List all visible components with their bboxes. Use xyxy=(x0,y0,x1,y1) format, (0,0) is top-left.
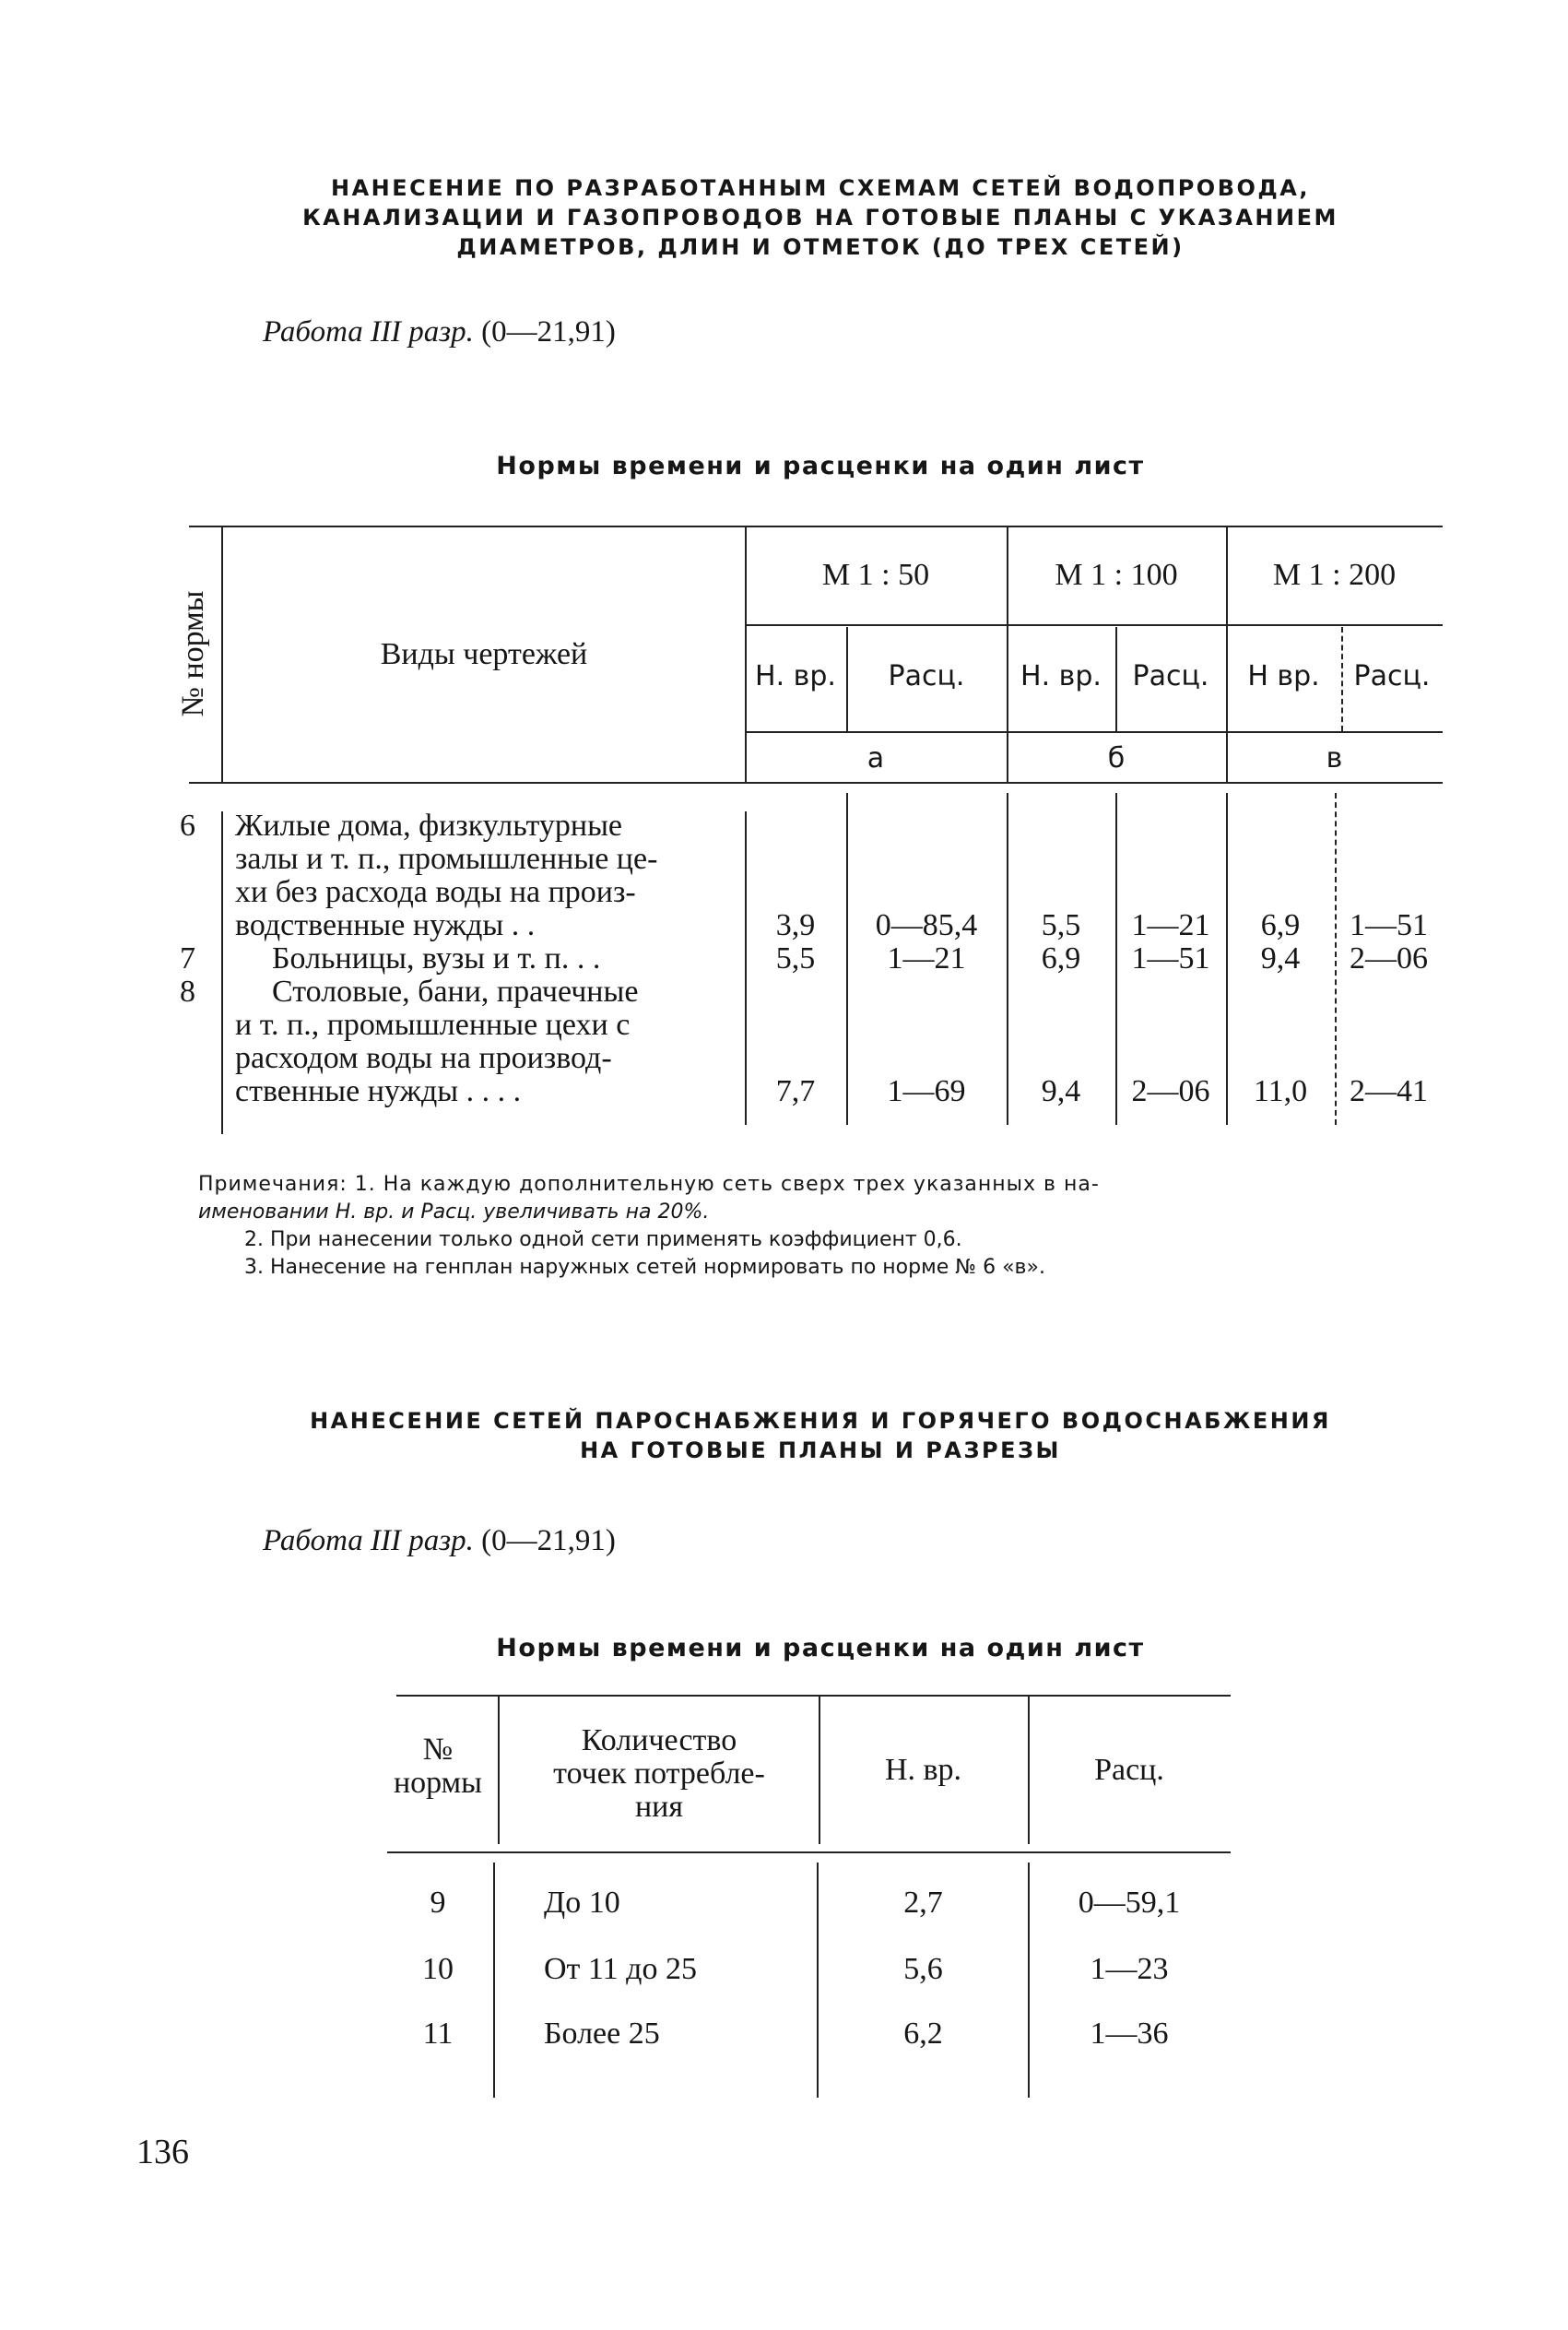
table1-letter-a: а xyxy=(867,742,885,775)
work-label: Работа III разр. xyxy=(263,1524,474,1557)
table1-cell: 1—69 xyxy=(887,1074,966,1108)
page-number: 136 xyxy=(136,2133,189,2171)
table1-cell: 7,7 xyxy=(775,1074,816,1108)
table2-col-points: Количество точек потребле- ния xyxy=(553,1723,765,1824)
notes xyxy=(198,1171,1443,1282)
work-label: Работа III разр. xyxy=(263,315,474,349)
table2-cell: 1—23 xyxy=(1090,1952,1169,1986)
table1-cell: 2—06 xyxy=(1131,1074,1210,1108)
section1-title-line: КАНАЛИЗАЦИИ И ГАЗОПРОВОДОВ НА ГОТОВЫЕ ПЛАНЫ С УКАЗАНИЕМ xyxy=(302,205,1338,231)
section1-subtitle: Нормы времени и расценки на один лист xyxy=(496,452,1145,480)
table1-h-time-c: Н вр. xyxy=(1247,660,1320,692)
table1-cell: 9,4 xyxy=(1041,1074,1081,1108)
table1-cell: 0—85,4 xyxy=(875,908,978,942)
section1-title xyxy=(230,173,1410,262)
table1-cell: 3,9 xyxy=(775,908,816,942)
table2-cell: 10 xyxy=(422,1952,454,1986)
table1-h-price-b: Расц. xyxy=(1132,660,1209,692)
table1-row-no: 7 xyxy=(180,941,195,976)
table1-cell: 9,4 xyxy=(1260,941,1301,976)
table1-row-no: 8 xyxy=(180,975,195,1009)
table1-scale-100: М 1 : 100 xyxy=(1055,558,1178,592)
section2-title-line: НАНЕСЕНИЕ СЕТЕЙ ПАРОСНАБЖЕНИЯ И ГОРЯЧЕГО ВОДОСНАБЖЕНИЯ xyxy=(310,1408,1331,1434)
table1-row-text: Больницы, вузы и т. п. . . xyxy=(272,941,601,976)
table2-cell: 1—36 xyxy=(1090,2017,1169,2051)
table1-cell: 2—06 xyxy=(1350,941,1428,976)
table1-row-text: Столовые, бани, прачечные и т. п., промышленные цехи с расходом воды на производ- ственные нужды . . . . xyxy=(235,975,639,1108)
table1-cell: 11,0 xyxy=(1253,1074,1308,1108)
note-line: 2. При нанесении только одной сети применять коэффициент 0,6. xyxy=(244,1228,962,1251)
table1-letter-b: б xyxy=(1107,742,1126,775)
table2-cell: 2,7 xyxy=(903,1886,943,1920)
section2-work-grade xyxy=(263,1524,616,1558)
table1-cell: 6,9 xyxy=(1260,908,1301,942)
table2-cell: До 10 xyxy=(544,1886,620,1920)
table1-cell: 1—51 xyxy=(1131,941,1210,976)
table2-cell: 0—59,1 xyxy=(1078,1886,1181,1920)
table1-col-norm: № нормы xyxy=(176,590,210,717)
table1-cell: 6,9 xyxy=(1041,941,1081,976)
table1-row-text: Жилые дома, физкультурные залы и т. п., промышленные це- хи без расхода воды на произ- водственные нужды . . xyxy=(235,809,658,942)
section2-subtitle: Нормы времени и расценки на один лист xyxy=(496,1634,1145,1662)
table1-row-no: 6 xyxy=(180,809,195,843)
table1-letter-c: в xyxy=(1326,742,1343,775)
table1-cell: 5,5 xyxy=(775,941,816,976)
section2-title xyxy=(230,1406,1410,1465)
table1-cell: 1—51 xyxy=(1350,908,1428,942)
table1-h-price-c: Расц. xyxy=(1353,660,1431,692)
table1-scale-50: М 1 : 50 xyxy=(821,558,930,592)
table2-col-time: Н. вр. xyxy=(884,1753,962,1787)
table2-cell: 11 xyxy=(422,2017,454,2051)
section2-title-line: НА ГОТОВЫЕ ПЛАНЫ И РАЗРЕЗЫ xyxy=(580,1437,1061,1463)
table2-cell: 5,6 xyxy=(903,1952,943,1986)
table1-h-price-a: Расц. xyxy=(888,660,965,692)
work-rate: (0—21,91) xyxy=(481,315,616,349)
table2-cell: 9 xyxy=(430,1886,446,1920)
table2-cell: От 11 до 25 xyxy=(544,1952,697,1986)
note-line: именовании Н. вр. и Расц. увеличивать на 20%. xyxy=(198,1200,710,1224)
table2-col-price: Расц. xyxy=(1094,1753,1164,1787)
table1-col-kinds: Виды чертежей xyxy=(380,637,588,671)
table1-cell: 5,5 xyxy=(1041,908,1081,942)
work-rate: (0—21,91) xyxy=(481,1524,616,1557)
table1-scale-200: М 1 : 200 xyxy=(1272,558,1397,592)
table2-cell: Более 25 xyxy=(544,2017,660,2051)
table1-h-time-a: Н. вр. xyxy=(755,660,836,692)
table1-h-time-b: Н. вр. xyxy=(1020,660,1102,692)
section1-title-line: ДИАМЕТРОВ, ДЛИН И ОТМЕТОК (ДО ТРЕХ СЕТЕЙ) xyxy=(456,234,1185,260)
table1-cell: 1—21 xyxy=(1131,908,1210,942)
section1-work-grade xyxy=(263,315,616,349)
table2-cell: 6,2 xyxy=(903,2017,943,2051)
table1-cell: 2—41 xyxy=(1350,1074,1428,1108)
section1-title-line: НАНЕСЕНИЕ ПО РАЗРАБОТАННЫМ СХЕМАМ СЕТЕЙ ВОДОПРОВОДА, xyxy=(331,175,1310,201)
note-line: 3. Нанесение на генплан наружных сетей нормировать по норме № 6 «в». xyxy=(244,1256,1045,1279)
table1-cell: 1—21 xyxy=(887,941,966,976)
note-line: Примечания: 1. На каждую дополнительную сеть сверх трех указанных в на- xyxy=(198,1173,1100,1196)
table2-col-norm: № нормы xyxy=(393,1733,483,1800)
